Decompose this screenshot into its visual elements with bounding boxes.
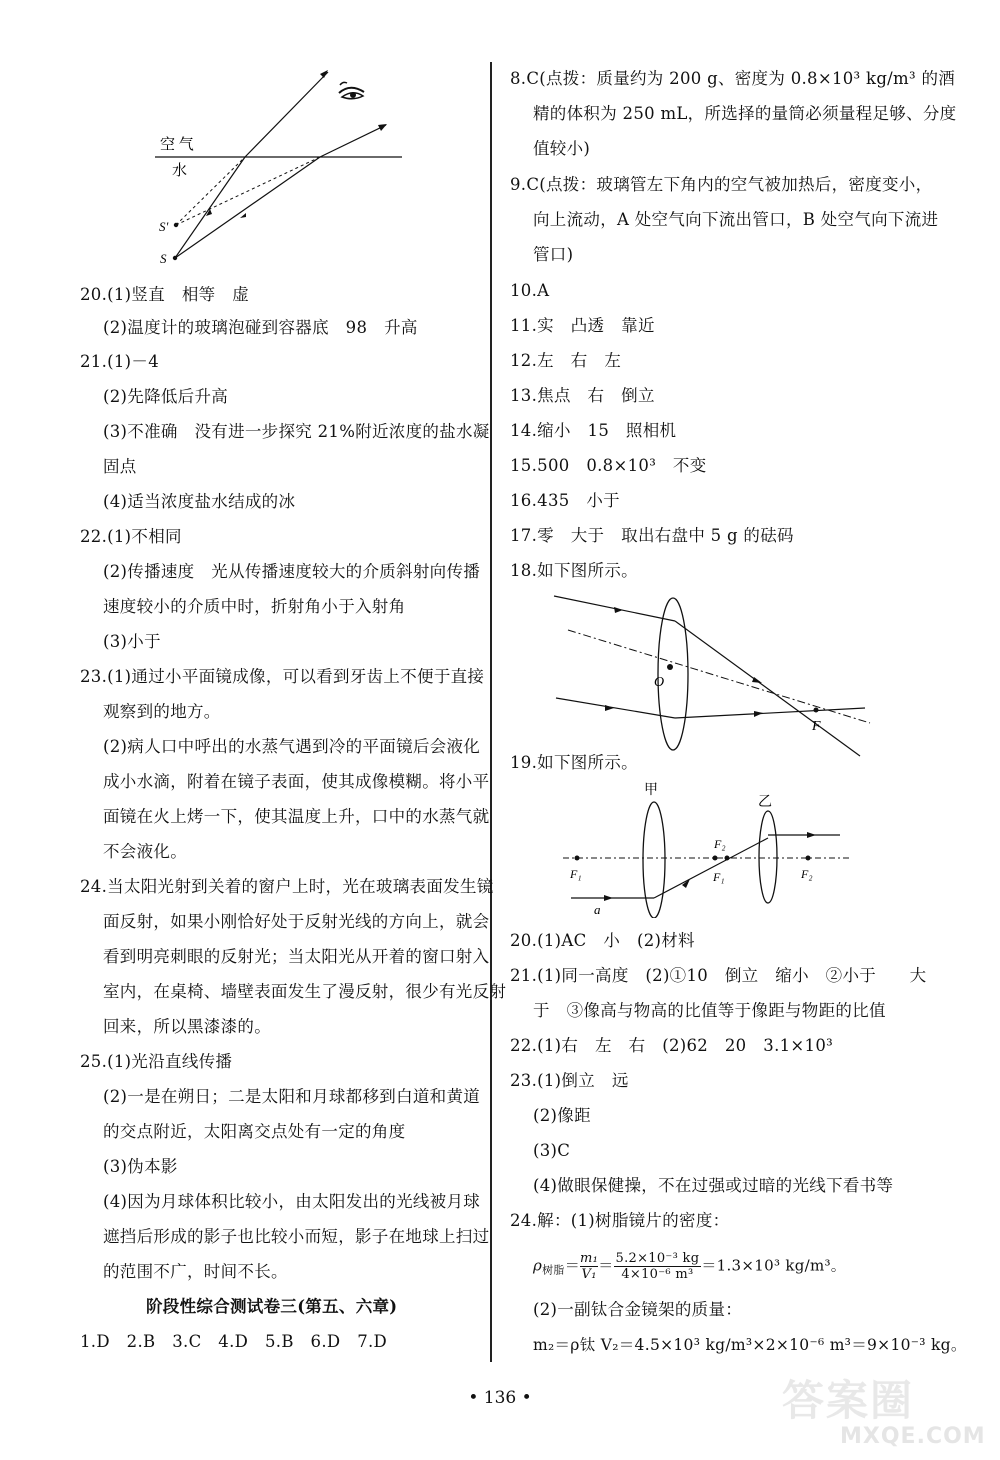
answer-line: 回来，所以黑漆漆的。 [103,1017,271,1036]
answer-line: 22.(1)不相同 [80,527,182,546]
s-label: S [160,251,167,266]
focus-label-f1-mid: F₁ [713,870,725,884]
answer-line: 9.C(点拨：玻璃管左下角内的空气被加热后，密度变小， [510,175,933,194]
air-label: 空 气 [160,137,194,153]
answer-line: 成小水滴，附着在镜子表面，使其成像模糊。将小平 [103,772,490,791]
answer-line: (2)病人口中呼出的水蒸气遇到冷的平面镜后会液化 [103,737,481,756]
answer-line: 15.500 0.8×10³ 不变 [510,456,707,475]
answer-line: (4)因为月球体积比较小，由太阳发出的光线被月球 [103,1192,481,1211]
watermark-logo: 答案圈 MXQE.COM [782,1376,986,1449]
mcq-answers: 1.D 2.B 3.C 4.D 5.B 6.D 7.D [80,1332,388,1351]
answer-line: 23.(1)通过小平面镜成像，可以看到牙齿上不便于直接 [80,667,485,686]
answer-line: 向上流动，A 处空气向下流出管口，B 处空气向下流进 [533,210,939,229]
answer-line: 22.(1)右 左 右 (2)62 20 3.1×10³ [510,1036,834,1055]
answer-line: 面镜在火上烤一下，使其温度上升，口中的水蒸气就 [103,807,490,826]
convex-lens-figure-18 [548,588,878,758]
answer-line: 10.A [510,281,550,300]
answer-line: 不会液化。 [103,842,187,861]
answer-line: (2)一是在朔日；二是太阳和月球都移到白道和黄道 [103,1087,481,1106]
answer-line: 16.435 小于 [510,491,620,510]
focus-label-f1-left: F₁ [570,867,582,881]
answer-line: (3)不准确 没有进一步探究 21%附近浓度的盐水凝 [103,422,490,441]
answer-line: 值较小) [533,139,591,158]
answer-line: (2)温度计的玻璃泡碰到容器底 98 升高 [103,318,418,337]
answer-line: 25.(1)光沿直线传播 [80,1052,233,1071]
answer-line: 21.(1)－4 [80,352,160,371]
answer-line: 24.解：(1)树脂镜片的密度： [510,1211,730,1230]
refraction-figure [150,65,420,275]
answer-line: 速度较小的介质中时，折射角小于入射角 [103,597,406,616]
column-divider [490,62,492,1362]
lens-center-label: O [654,675,665,690]
answer-line: (4)做眼保健操，不在过强或过暗的光线下看书等 [533,1176,894,1195]
answer-line: 21.(1)同一高度 (2)①10 倒立 缩小 ②小于 大 [510,966,927,985]
answer-line: 的范围不广，时间不长。 [103,1262,288,1281]
eye-icon [339,82,364,98]
answer-line: (2)先降低后升高 [103,387,229,406]
answer-line: (3)伪本影 [103,1157,178,1176]
answer-line: 12.左 右 左 [510,351,622,370]
focus-label-f: F [812,719,821,734]
answer-line: (3)小于 [103,632,161,651]
focus-label-f2-right: F₂ [801,867,813,881]
answer-line: 遮挡后形成的影子也比较小而短，影子在地球上扫过 [103,1227,490,1246]
s-prime-label: S' [159,219,169,234]
answer-line: 23.(1)倒立 远 [510,1071,629,1090]
answer-line: 固点 [103,457,137,476]
answer-line: (3)C [533,1141,571,1160]
section-title: 阶段性综合测试卷三(第五、六章) [146,1297,398,1316]
answer-line: 24.当太阳光射到关着的窗户上时，光在玻璃表面发生镜 [80,877,494,896]
answer-line: (2)传播速度 光从传播速度较大的介质斜射向传播 [103,562,481,581]
answer-line: 17.零 大于 取出右盘中 5 g 的砝码 [510,526,794,545]
answer-line: 20.(1)AC 小 (2)材料 [510,931,695,950]
answer-line: 于 ③像高与物高的比值等于像距与物距的比值 [533,1001,886,1020]
answer-line: 观察到的地方。 [103,702,221,721]
page-number: • 136 • [468,1388,532,1408]
answer-line: 精的体积为 250 mL，所选择的量筒必须量程足够、分度 [533,104,957,123]
answer-line: 8.C(点拨：质量约为 200 g、密度为 0.8×10³ kg/m³ 的酒 [510,69,956,88]
ray-a-label: a [594,902,601,917]
water-label: 水 [172,163,188,179]
answer-line: 11.实 凸透 靠近 [510,316,655,335]
answer-line: 管口) [533,245,574,264]
answer-line: 看到明亮刺眼的反射光；当太阳光从开着的窗口射入 [103,947,490,966]
two-lens-figure-19 [558,778,858,918]
answer-line: 18.如下图所示。 [510,561,638,580]
mass-formula: m₂＝ρ钛 V₂＝4.5×10³ kg/m³×2×10⁻⁶ m³＝9×10⁻³ kg。 [533,1336,967,1354]
answer-line: 19.如下图所示。 [510,753,638,772]
answer-line: 室内，在桌椅、墙壁表面发生了漫反射，很少有光反射 [103,982,507,1001]
lens-jia-label: 甲 [644,783,658,798]
lens-yi-label: 乙 [758,795,772,810]
answer-line: (4)适当浓度盐水结成的冰 [103,492,296,511]
answer-line: (2)像距 [533,1106,591,1125]
focus-label-f2-mid: F₂ [714,837,726,851]
answer-line: (2)一副钛合金镜架的质量： [533,1300,743,1319]
answer-line: 14.缩小 15 照相机 [510,421,677,440]
answer-line: 的交点附近，太阳离交点处有一定的角度 [103,1122,406,1141]
answer-line: 面反射，如果小刚恰好处于反射光线的方向上，就会 [103,912,490,931]
answer-line: 20.(1)竖直 相等 虚 [80,285,250,304]
answer-line: 13.焦点 右 倒立 [510,386,655,405]
density-formula: $\rho_{树脂}=$ $\frac{\text{m₁}}{\text{V₁}}$ ＝ $\frac{\text{5.2×10⁻³ kg}}{\text{4×10⁻⁶ m³}}$ ＝1.3×10³ kg/m³。 [533,1251,847,1282]
